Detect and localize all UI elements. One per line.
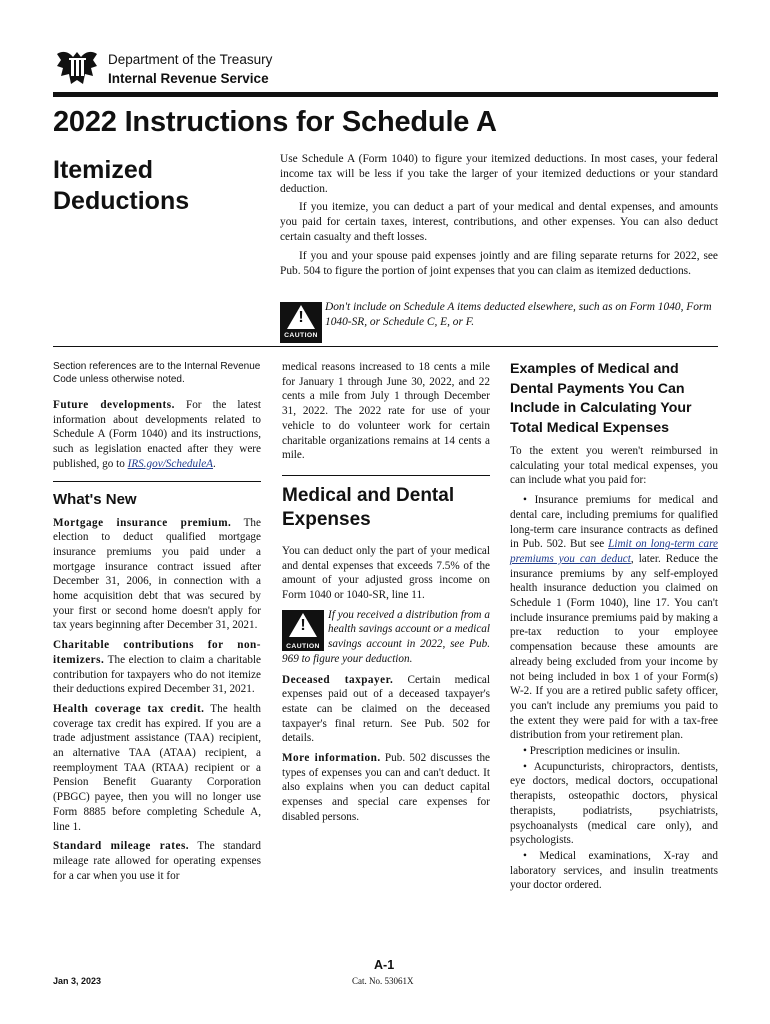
deceased-taxpayer-text: Certain medical expenses paid out of a deceased taxpayer's estate can be claimed on the deceased taxpayer's final return. See Pub. 502 for details. [282, 673, 490, 745]
agency-name: Department of the Treasury [108, 52, 273, 67]
bullet-practitioners: • Acupuncturists, chiropractors, dentists, eye doctors, medical doctors, occupational therapists, osteopathic doctors, physical therapists, podiatrists, psychiatrists, psychoanalysts (medical care only), and psychologists. [510, 760, 718, 847]
medical-dental-heading [282, 475, 490, 532]
column-1 [53, 360, 261, 888]
intro-paragraph-3: If you and your spouse paid expenses jointly and are filing separate returns for 2022, see Pub. 504 to figure the portion of joint expenses that you can claim as itemized deductions. [280, 249, 718, 277]
charitable-contributions-item [53, 638, 261, 697]
bullet-examinations: • Medical examinations, X-ray and laboratory services, and insulin treatments your doctor ordered. [510, 849, 718, 892]
deceased-taxpayer-heading: Deceased taxpayer. [282, 673, 394, 686]
section-title-line2: Deductions [53, 187, 190, 215]
revision-date: Jan 3, 2023 [53, 976, 102, 986]
column-3 [510, 360, 718, 894]
standard-mileage-item [53, 839, 261, 883]
bullet-insurance-premiums [510, 493, 718, 743]
more-information-item [282, 751, 490, 825]
medical-dental-text: You can deduct only the part of your medical and dental expenses that exceeds 7.5% of the amount of your adjusted gross income on Form 1040 or 1040-SR, line 11. [282, 544, 490, 602]
whats-new-heading: What's New [53, 481, 261, 509]
charitable-contributions-text: The election to claim a charitable contribution for taxpayers who do not itemize their deductions expired December 31, 2021. [53, 653, 261, 696]
bullet-insurance-text-b: , later. Reduce the insurance premiums by any self-employed health insurance deduction you claimed on Schedule 1 (Form 1040), line 17. You can't include insurance premiums paid by making a pre-tax reduction to your employee compensation because these amounts are already being excluded from your income by not being included in box 1 of your Form(s) W-2. If you are a retired public safety officer, you can't include any premiums you paid to the extent they were paid for with a tax-free distribution from your retirement plan. [510, 552, 718, 742]
bullet-insurance-text-a: • Insurance premiums for medical and dental care, including premiums for qualified long-term care insurance contracts as defined in Pub. 502. But see [510, 494, 718, 551]
section-title [53, 155, 253, 217]
agency-service: Internal Revenue Service [108, 71, 269, 86]
more-information-text: Pub. 502 discusses the types of expenses you can and can't deduct. It also explains when you can deduct capital expenses and special care expenses for disabled persons. [282, 752, 491, 823]
standard-mileage-text: The standard mileage rate allowed for operating expenses for a car when you use it for [53, 840, 261, 882]
header-rule [53, 92, 718, 97]
caution-label: CAUTION [284, 332, 318, 339]
standard-mileage-heading: Standard mileage rates. [53, 840, 190, 853]
future-developments-text: For the latest information about developments related to Schedule A (Form 1040) and its instructions, such as legislation enacted after they were published, go to [53, 399, 261, 470]
intro-text [280, 152, 718, 282]
catalog-number: Cat. No. 53061X [352, 976, 414, 986]
mortgage-insurance-heading: Mortgage insurance premium. [53, 516, 232, 529]
charitable-contributions-heading: Charitable contributions for non-itemizers. [53, 639, 261, 666]
column-2 [282, 360, 490, 830]
caution-label: CAUTION [286, 642, 320, 650]
hsa-caution [282, 608, 490, 667]
section-references-note: Section references are to the Internal Revenue Code unless otherwise noted. [53, 361, 261, 385]
more-information-heading: More information. [282, 752, 381, 765]
irs-eagle-logo [53, 48, 101, 88]
health-coverage-item [53, 702, 261, 834]
deceased-taxpayer-item [282, 673, 490, 747]
caution-icon: ! CAUTION [282, 610, 324, 651]
document-title: 2022 Instructions for Schedule A [53, 106, 497, 138]
intro-paragraph-1: Use Schedule A (Form 1040) to figure your itemized deductions. In most cases, your federal income tax will be less if you take the larger of your itemized deductions or your standard deduction. [280, 153, 718, 195]
medical-dental-heading-line2: Expenses [282, 508, 371, 530]
mortgage-insurance-item [53, 516, 261, 634]
medical-dental-heading-line1: Medical and Dental [282, 484, 455, 506]
health-coverage-text: The health coverage tax credit has expired. If you are a trade adjustment assistance (TAA) recipient, an alternative TAA (ATAA) recipient, a reemployment TAA (RTAA) recipient or a Pension Benefit Guaranty Corporation (PBGC) payee, then you will no longer use Form 8885 before completing Schedule A, line 1. [53, 702, 261, 833]
future-developments-heading: Future developments. [53, 399, 175, 411]
intro-paragraph-2: If you itemize, you can deduct a part of your medical and dental expenses, and amounts you paid for certain taxes, interest, contributions, and other expenses. You can also deduct certain casualty and theft losses. [280, 201, 718, 243]
caution-note: Don't include on Schedule A items deducted elsewhere, such as on Form 1040, Form 1040-SR, or Schedule C, E, or F. [325, 301, 712, 328]
page-number: A-1 [374, 958, 395, 972]
hsa-caution-sentence: If you received a distribution from a health savings account or a medical savings account in 2022, see Pub. 969 to figure your deduction. [282, 608, 490, 665]
section-title-line1: Itemized [53, 156, 154, 184]
irs-schedule-a-link[interactable]: IRS.gov/ScheduleA [127, 457, 214, 470]
section-divider [53, 346, 718, 347]
mileage-continued: medical reasons increased to 18 cents a mile for January 1 through June 30, 2022, and 22 cents a mile from July 1 through December 31, 2022. The 2022 rate for use of your vehicle to do volunteer work for certain charitable organizations remains at 14 cents a mile. [282, 361, 490, 462]
examples-heading: Examples of Medical and Dental Payments You Can Include in Calculating Your Total Medical Expenses [510, 361, 692, 436]
caution-icon: ! CAUTION [280, 302, 322, 343]
long-term-care-limit-link[interactable]: Limit on long-term care premiums you can deduct [510, 538, 719, 565]
future-developments: Future developments. For the latest information about developments related to Schedule A (Form 1040) and its instructions, such as legislation enacted after they were published, go to IRS.gov/ScheduleA. [53, 399, 261, 470]
examples-intro: To the extent you weren't reimbursed in calculating your total medical expenses, you can include what you paid for: [510, 445, 718, 487]
health-coverage-heading: Health coverage tax credit. [53, 702, 205, 715]
mortgage-insurance-text: The election to deduct qualified mortgage insurance premiums you paid under a mortgage insurance contract issued after December 31, 2006, in connection with a home acquisition debt that was secured by your first or second home doesn't apply for tax years beginning after December 31, 2021. [53, 516, 261, 632]
bullet-prescription: • Prescription medicines or insulin. [523, 745, 681, 758]
